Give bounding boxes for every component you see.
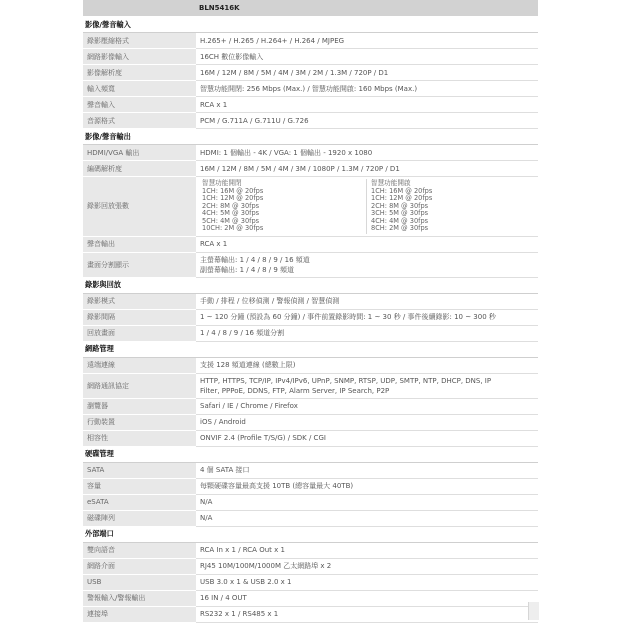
- spec-label: 回放畫面: [83, 325, 196, 341]
- spec-label: 錄影壓縮格式: [83, 33, 196, 49]
- spec-value: RCA In x 1 / RCA Out x 1: [196, 542, 538, 558]
- spec-value: 智慧功能開閉: 256 Mbps (Max.) / 智慧功能開啟: 160 Mbps (Max.): [196, 81, 538, 97]
- section-header-row: [83, 17, 538, 33]
- section-header-row: [83, 446, 538, 462]
- spec-value: RCA x 1: [196, 236, 538, 252]
- spec-row: [83, 510, 538, 526]
- spec-table: [83, 0, 538, 623]
- spec-label: 連接埠: [83, 606, 196, 622]
- section-header-row: [83, 341, 538, 357]
- spec-value: [196, 177, 538, 237]
- spec-label: 聲音輸出: [83, 236, 196, 252]
- spec-value: Safari / IE / Chrome / Firefox: [196, 398, 538, 414]
- table-header-row: [83, 0, 538, 17]
- spec-row: [83, 49, 538, 65]
- spec-row: [83, 542, 538, 558]
- spec-row: [83, 494, 538, 510]
- spec-value: RCA x 1: [196, 97, 538, 113]
- spec-label: 瀏覽器: [83, 398, 196, 414]
- spec-value: USB 3.0 x 1 & USB 2.0 x 1: [196, 574, 538, 590]
- spec-value: RJ45 10M/100M/1000M 乙太網路埠 x 2: [196, 558, 538, 574]
- spec-value: H.265+ / H.265 / H.264+ / H.264 / MJPEG: [196, 33, 538, 49]
- spec-sheet: [83, 0, 538, 623]
- section-header-row: [83, 129, 538, 145]
- spec-row: [83, 373, 538, 398]
- section-title: 網路管理: [83, 341, 538, 357]
- spec-row: [83, 462, 538, 478]
- spec-label: 網路影像輸入: [83, 49, 196, 65]
- spec-value: HDMI: 1 個輸出 - 4K / VGA: 1 個輸出 - 1920 x 1080: [196, 145, 538, 161]
- spec-value: 每顆硬碟容量最高支援 10TB (總容量最大 40TB): [196, 478, 538, 494]
- spec-value-left: 智慧功能開閉 1CH: 16M @ 20fps 1CH: 12M @ 20fps 2CH: 8M @ 30fps 4CH: 5M @ 30fps 5CH: 4M @ 30fps 10CH: 2M @ 30fps: [202, 179, 264, 232]
- spec-row: [83, 430, 538, 446]
- spec-row: [83, 398, 538, 414]
- spec-row: [83, 65, 538, 81]
- spec-value: ONVIF 2.4 (Profile T/S/G) / SDK / CGI: [196, 430, 538, 446]
- spec-row: [83, 414, 538, 430]
- spec-label: eSATA: [83, 494, 196, 510]
- spec-label: SATA: [83, 462, 196, 478]
- spec-value: 16CH 數位影像輸入: [196, 49, 538, 65]
- spec-row: [83, 113, 538, 129]
- spec-label: HDMI/VGA 輸出: [83, 145, 196, 161]
- section-title: 硬碟管理: [83, 446, 538, 462]
- spec-value: 支援 128 頻道連線 (總數上限): [196, 357, 538, 373]
- spec-value: 1 ~ 120 分鐘 (預設為 60 分鐘) / 事件前置錄影時間: 1 ~ 30 秒 / 事件後續錄影: 10 ~ 300 秒: [196, 309, 538, 325]
- scrollbar[interactable]: [528, 602, 539, 620]
- spec-value: iOS / Android: [196, 414, 538, 430]
- spec-row: [83, 325, 538, 341]
- spec-label: 編碼解析度: [83, 161, 196, 177]
- spec-row: [83, 177, 538, 237]
- spec-value-right: 智慧功能開啟 1CH: 16M @ 20fps 1CH: 12M @ 20fps 2CH: 8M @ 30fps 3CH: 5M @ 30fps 4CH: 4M @ 30fps 8CH: 2M @ 30fps: [366, 179, 535, 234]
- spec-label: 音源格式: [83, 113, 196, 129]
- spec-label: USB: [83, 574, 196, 590]
- spec-row: [83, 97, 538, 113]
- spec-value: 16 IN / 4 OUT: [196, 590, 538, 606]
- spec-label: 磁碟陣列: [83, 510, 196, 526]
- model-name: BLN5416K: [196, 0, 538, 17]
- spec-value: PCM / G.711A / G.711U / G.726: [196, 113, 538, 129]
- spec-label: 警報輸入/警報輸出: [83, 590, 196, 606]
- spec-row: [83, 590, 538, 606]
- spec-value: 手動 / 排程 / 位移偵測 / 警報偵測 / 智慧偵測: [196, 293, 538, 309]
- spec-row: [83, 293, 538, 309]
- spec-row: [83, 574, 538, 590]
- section-title: 影像/聲音輸出: [83, 129, 538, 145]
- split-value: [200, 179, 535, 234]
- spec-row: [83, 357, 538, 373]
- spec-row: [83, 81, 538, 97]
- spec-label: 畫面分割顯示: [83, 252, 196, 277]
- spec-label: 雙向語音: [83, 542, 196, 558]
- spec-label: 錄影間隔: [83, 309, 196, 325]
- spec-label: 容量: [83, 478, 196, 494]
- spec-label: 行動裝置: [83, 414, 196, 430]
- spec-value: 16M / 12M / 8M / 5M / 4M / 3M / 2M / 1.3M / 720P / D1: [196, 65, 538, 81]
- spec-label: 錄影模式: [83, 293, 196, 309]
- spec-row: [83, 309, 538, 325]
- section-title: 錄影與回放: [83, 277, 538, 293]
- spec-value: 1 / 4 / 8 / 9 / 16 頻道分割: [196, 325, 538, 341]
- spec-value: 4 個 SATA 接口: [196, 462, 538, 478]
- spec-label: 網路介面: [83, 558, 196, 574]
- header-spacer: [83, 0, 196, 17]
- spec-label: 影像解析度: [83, 65, 196, 81]
- spec-label: 聲音輸入: [83, 97, 196, 113]
- spec-value: N/A: [196, 510, 538, 526]
- spec-value: RS232 x 1 / RS485 x 1: [196, 606, 538, 622]
- section-title: 外部端口: [83, 526, 538, 542]
- spec-label: 輸入頻寬: [83, 81, 196, 97]
- spec-label: 遠端連線: [83, 357, 196, 373]
- spec-value: HTTP, HTTPS, TCP/IP, IPv4/IPv6, UPnP, SNMP, RTSP, UDP, SMTP, NTP, DHCP, DNS, IP Filter, PPPoE, DDNS, FTP, Alarm Server, IP Search, P2P: [196, 373, 538, 398]
- spec-row: [83, 33, 538, 49]
- spec-value: 16M / 12M / 8M / 5M / 4M / 3M / 1080P / 1.3M / 720P / D1: [196, 161, 538, 177]
- spec-row: [83, 252, 538, 277]
- spec-row: [83, 558, 538, 574]
- spec-label: 相容性: [83, 430, 196, 446]
- spec-label: 網路通訊協定: [83, 373, 196, 398]
- section-header-row: [83, 526, 538, 542]
- spec-value: 主螢幕輸出: 1 / 4 / 8 / 9 / 16 頻道 副螢幕輸出: 1 / 4 / 8 / 9 頻道: [196, 252, 538, 277]
- spec-row: [83, 145, 538, 161]
- section-header-row: [83, 277, 538, 293]
- section-title: 影像/聲音輸入: [83, 17, 538, 33]
- spec-label: 錄影回放張數: [83, 177, 196, 237]
- spec-row: [83, 236, 538, 252]
- spec-row: [83, 478, 538, 494]
- spec-value: N/A: [196, 494, 538, 510]
- spec-row: [83, 161, 538, 177]
